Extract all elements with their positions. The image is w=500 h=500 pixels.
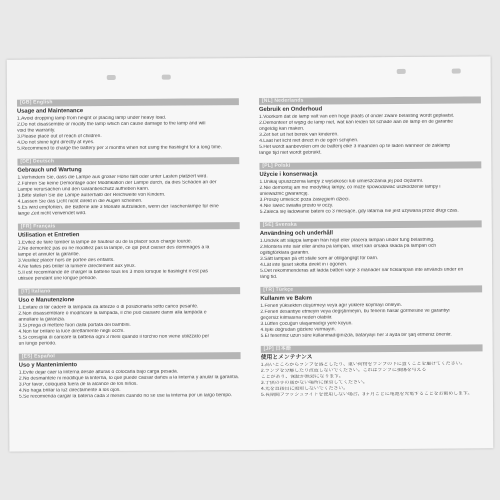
language-section [17,98,239,153]
instruction-line: 4.No haga brillar la luz directamente a los ojos. [18,387,121,394]
instruction-line: 3.Proszę umieścić poza zasięgiem dzieci. [259,197,350,203]
instruction-line: 1.Evitare di far cadere la lampada da altezze o di posizionarla sotto carico pesante. [18,304,199,311]
instruction-line: void the warranty. [17,128,56,134]
language-section [261,344,483,399]
instruction-line: 4.Işıkı doğrudan gözlere vurmayın. [260,327,336,333]
instruction-line: ogiltigförklara garantin. [259,250,310,256]
language-header: [PL] Polski [259,161,481,170]
instruction-line: ことがあり、保証が無効になります。 [260,374,344,380]
instruction-line: 1.Unikaj upuszczenia lampy z wysokości lub umieszczania jej pod ciężarmi. [259,178,424,185]
instruction-line: 2.Feneri desantiye etmeyin veya değiştirmeyin, bu fenerin hasar görmesine ve garantiyi [260,308,450,315]
instruction-line: 5.Het wordt aanbevolen om de batterij elke 3 maanden op te laden wanneer de zaklamp [259,143,451,150]
instruction-line: 2.Non disassemblare o modificare la lampada, il che può causare danni alla lampada e [18,310,207,317]
instruction-line: 3.Veuillez placer hors de portée des enfants. [18,257,115,264]
section-title: Gebruik en Onderhoud [258,106,323,113]
instruction-line: 5.長期間フラッシュライトを使用しない場合、3ヶ月ごとに電池を充電することをお勧めします。 [260,391,473,398]
language-section [260,220,482,281]
instruction-line: 1.Undvik att släppa lampan från höjd eller placera lampan under tung belastning. [259,237,435,244]
instruction-line: unieważnić gwarancję. [259,191,309,197]
instruction-line: 4.Laat het licht niet direct in de ogen schijnen. [259,138,359,144]
language-section [18,287,240,348]
instruction-line: 1.高いところからランプを落としたり、重い荷物をランプの下に置くことを避けてください。 [260,361,466,368]
instruction-line: 4.Do not shine light directly at eyes. [17,140,95,146]
instruction-line: 5.Se recomienda cargar la batería cada 3 meses cuando no se use la linterna por un largo tiempo. [18,393,233,400]
language-header: [IT] Italiano [18,287,240,296]
instruction-line: lång tid. [260,274,278,280]
instruction-line: 2.No desmantele ni modifique la linterna, lo que puede causar daños a la linterna y anular la garantía. [18,375,240,382]
instruction-line: 2.Nie demontuj ani nie modyfikuj lampy, co może spowodować uszkodzenie lampy i [259,184,441,191]
instruction-line: 1.Verhindern Sie, dass die Lampe aus großer Höhe fällt oder unter Lasten platziert wird. [17,174,208,181]
left-column [17,98,241,445]
instruction-line: 3.Por favor, colóquela fuera de la alcance de los niños. [18,381,138,388]
instruction-line: un lungo periodo. [18,341,57,347]
instruction-line: lampe et annuler la garantie. [17,252,81,258]
language-header: [GB] English [17,98,239,107]
instruction-line: geçersiz kılmasına neden olabilir. [260,315,333,321]
instruction-line: 3.Si prega di mettere fuori dalla portata dei bambini. [18,322,131,329]
section-title: Użycie i konserwacja [259,171,318,178]
instruction-line: 4.Låt inte ljuset skotta direkt in i ögonen. [260,262,348,268]
language-header: [SE] Svenska [260,220,482,229]
language-header: [NL] Nederlands [259,96,481,105]
instruction-line: 5.Zaleca się ładowanie baterii co 3 miesiące, gdy latarnia nie jest używana przez długi czas. [259,208,459,215]
section-title: Uso e Manutenzione [18,297,75,304]
instruction-line: 2.Montera inte isär eller ändra på lampan, vilket kan orsaka skada på lampan och [259,243,437,250]
instruction-line: 3.Sätt lampan på ett ställe som är otillgängligt för barn. [260,256,379,262]
instruction-line: 4.Non far brillare la luce direttamente negli occhi. [18,328,125,335]
language-header: [ES] Español [19,352,241,361]
language-section [260,285,482,340]
instruction-line: 5.Es wird empfohlen, die Batterie alle 3 Monate aufzuladen, wenn der Taschenlampe für eine [17,204,219,211]
instruction-line: 2.Do not disassemble or modify the lamp which can cause damage to the lamp and will [17,121,206,128]
instruction-line: 3.子供の手の届かない場所に保管してください。 [260,380,368,386]
instruction-sheet [7,56,494,451]
punch-mark [162,75,171,80]
instruction-line: 4.光を直接目に照射しないでください。 [260,386,349,392]
instruction-line: 1.Evite dejar caer la linterna desde alturas o colocarla bajo carga pesada. [18,369,179,376]
right-column [259,96,483,443]
instruction-line: Lampe verursachen und den Garantieschutz aufheben kann. [17,186,150,193]
instruction-line: ongeldig kan maken. [259,126,305,132]
language-section [259,96,481,157]
section-title: Usage and Maintenance [16,108,84,115]
language-section [18,222,240,283]
language-section [19,352,241,401]
instruction-line: lange tijd niet wordt gebruikt. [259,150,322,156]
language-section [259,161,481,216]
instruction-line: 4.Lassen Sie das Licht nicht direkt in die Augen scheinen. [17,198,143,205]
section-title: Användning och underhåll [259,230,333,237]
instruction-line: 1.Voorkom dat de lamp valt van een hoge plaats of onder zware belasting wordt geplaatst. [259,113,455,120]
punch-mark [107,75,116,80]
instruction-line: 1.Evitez de faire tomber la lampe de hauteur ou de la placer sous charge lourde. [17,239,192,246]
instruction-line: 2.ランプを分解したり改造しないでください。これはランプに損傷を与える [260,367,427,374]
instruction-line: 2.Demonteer of wijzig de lamp niet, wat kan leiden tot schade aan de lamp en de garantie [259,119,453,126]
instruction-line: 1.Avoid dropping lamp from height or placing lamp under heavy load. [17,115,167,122]
instruction-line: 3.Lütfen çocuğun ulaşamadığı yere koyun. [260,321,353,327]
instruction-line: 2.Ne démontez pas ou ne modifiez pas la lampe, ce qui peut causer des dommages à la [17,245,210,252]
instruction-line: 5.Il est recommandé de charger la batterie tous les 3 mois lorsque le flashlight n'est pas [18,269,209,276]
section-title: Utilisation et Entretien [17,232,80,239]
instruction-line: lange Zeit nicht verwendet wird. [17,211,87,217]
punch-mark [452,69,461,74]
language-header: [FR] Français [18,222,240,231]
instruction-line: 2.Führen Sie keine Demontage oder Modifikation der Lampe durch, da dies Schäden an der [17,180,217,187]
instruction-line: 5.Si consiglia di caricare la batteria ogni 3 mesi quando il torchio non viene utilizzato per [18,334,210,341]
instruction-line: 4.Ne faites pas briller la lumière directement aux yeux. [18,263,136,270]
instruction-line: annullare la garanzia. [18,317,66,323]
punch-mark [397,69,406,74]
section-title: Gebrauch und Wartung [17,167,82,174]
instruction-line: 5.Det rekommenderas att ladda batteri varje 3 månader när ficklampan inte används under en [260,267,464,274]
instruction-line: utilisée pendant une longue période. [18,276,98,282]
instruction-line: 5.El feneriniz uzun süre kullanmadığınızda, bataryayı her 3 ayda bir şarj etmeniz önerilir. [260,332,452,339]
instruction-line: 4.Nie świeć światła prosto w oczy. [259,203,334,209]
instruction-line: 3.Bitte stellen Sie die Lampe außerhalb der Reichweite von Kindern. [17,192,166,199]
section-title: 使用とメンテナンス [260,354,313,361]
language-header: [DE] Deutsch [17,157,239,166]
language-header: [JP] 日本語 [261,344,483,353]
language-header: [TR] Türkçe [260,285,482,294]
language-section [17,157,239,218]
instruction-line: 5.Recommend to charge the battery per 3 months when not using the flashlight for a long time. [17,145,222,152]
instruction-line: 3.Zet het uit het bereik van kinderen. [259,132,339,138]
instruction-line: 3.Please place out of reach of children. [17,134,102,140]
section-title: Uso y Mantenimiento [18,362,78,369]
section-title: Kullanım ve Bakım [260,295,312,302]
instruction-line: 1.Feneri yüksekten düşürmeyi veya ağır yüklere koymayı önleyin. [260,302,403,309]
